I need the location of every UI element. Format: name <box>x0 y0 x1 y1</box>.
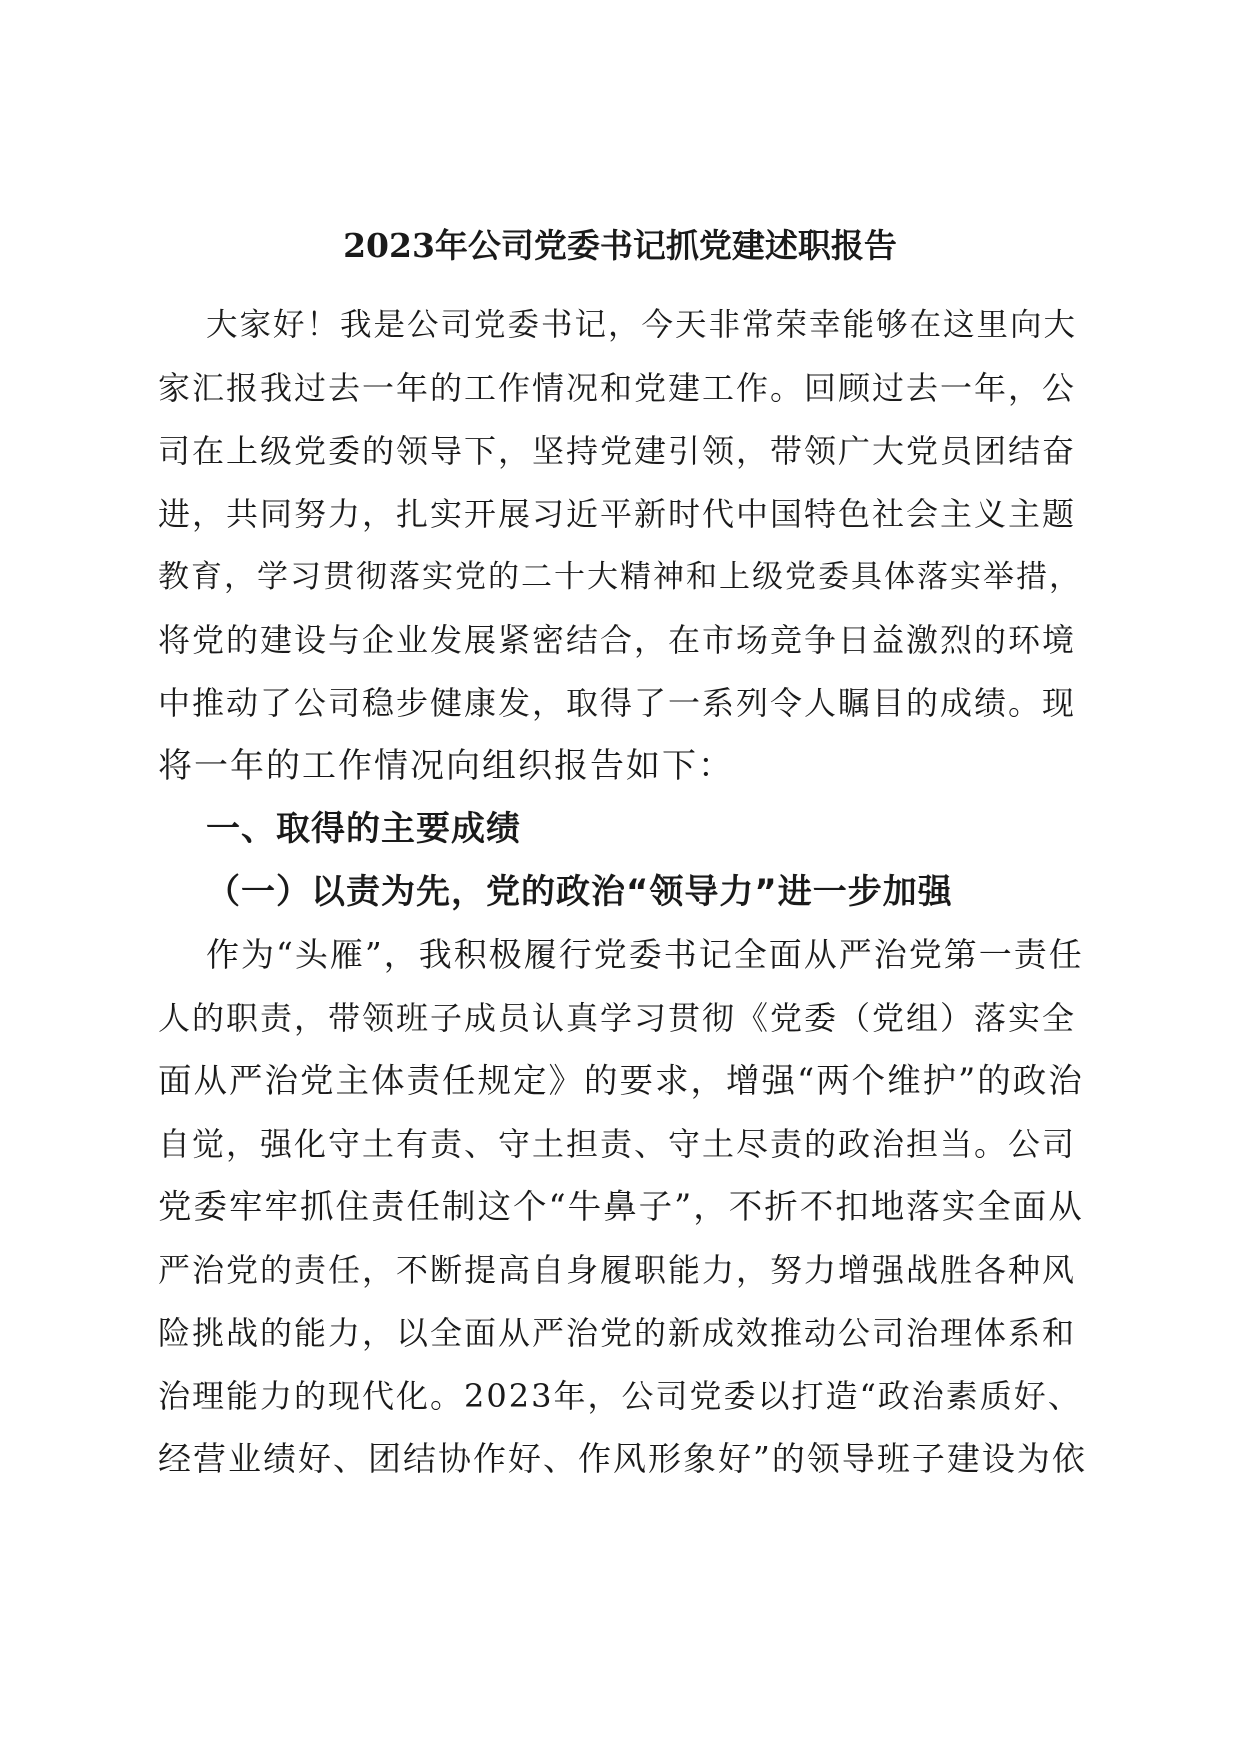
paragraph-line: 教育，学习贯彻落实党的二十大精神和上级党委具体落实举措， <box>158 559 1082 595</box>
paragraph-line: 作为“头雁”，我积极履行党委书记全面从严治党第一责任 <box>206 935 1084 974</box>
paragraph-line: 家汇报我过去一年的工作情况和党建工作。回顾过去一年，公 <box>158 369 1077 407</box>
paragraph-line: 司在上级党委的领导下，坚持党建引领，带领广大党员团结奋 <box>158 432 1077 470</box>
paragraph-line: 党委牢牢抓住责任制这个“牛鼻子”，不折不扣地落实全面从 <box>158 1187 1084 1226</box>
paragraph-line: 严治党的责任，不断提高自身履职能力，努力增强战胜各种风 <box>158 1251 1077 1289</box>
paragraph-line: 大家好！我是公司党委书记，今天非常荣幸能够在这里向大 <box>206 307 1078 343</box>
paragraph-line: 进，共同努力，扎实开展习近平新时代中国特色社会主义主题 <box>158 495 1077 533</box>
paragraph-line: 治理能力的现代化。2023年，公司党委以打造“政治素质好、 <box>158 1377 1082 1415</box>
paragraph-line: 人的职责，带领班子成员认真学习贯彻《党委（党组）落实全 <box>158 999 1077 1037</box>
paragraph-line: 将一年的工作情况向组织报告如下： <box>158 746 734 786</box>
subsection-heading: （一）以责为先，党的政治“领导力”进一步加强 <box>206 872 953 912</box>
paragraph-line: 险挑战的能力，以全面从严治党的新成效推动公司治理体系和 <box>158 1314 1077 1352</box>
paragraph-line: 经营业绩好、团结协作好、作风形象好”的领导班子建设为依 <box>158 1439 1087 1478</box>
section-heading: 一、取得的主要成绩 <box>206 809 521 849</box>
document-title: 2023年公司党委书记抓党建述职报告 <box>343 226 897 265</box>
paragraph-line: 中推动了公司稳步健康发，取得了一系列令人瞩目的成绩。现 <box>158 684 1077 722</box>
paragraph-line: 将党的建设与企业发展紧密结合，在市场竞争日益激烈的环境 <box>158 621 1077 659</box>
paragraph-line: 自觉，强化守土有责、守土担责、守土尽责的政治担当。公司 <box>158 1125 1077 1163</box>
paragraph-line: 面从严治党主体责任规定》的要求，增强“两个维护”的政治 <box>158 1061 1084 1100</box>
